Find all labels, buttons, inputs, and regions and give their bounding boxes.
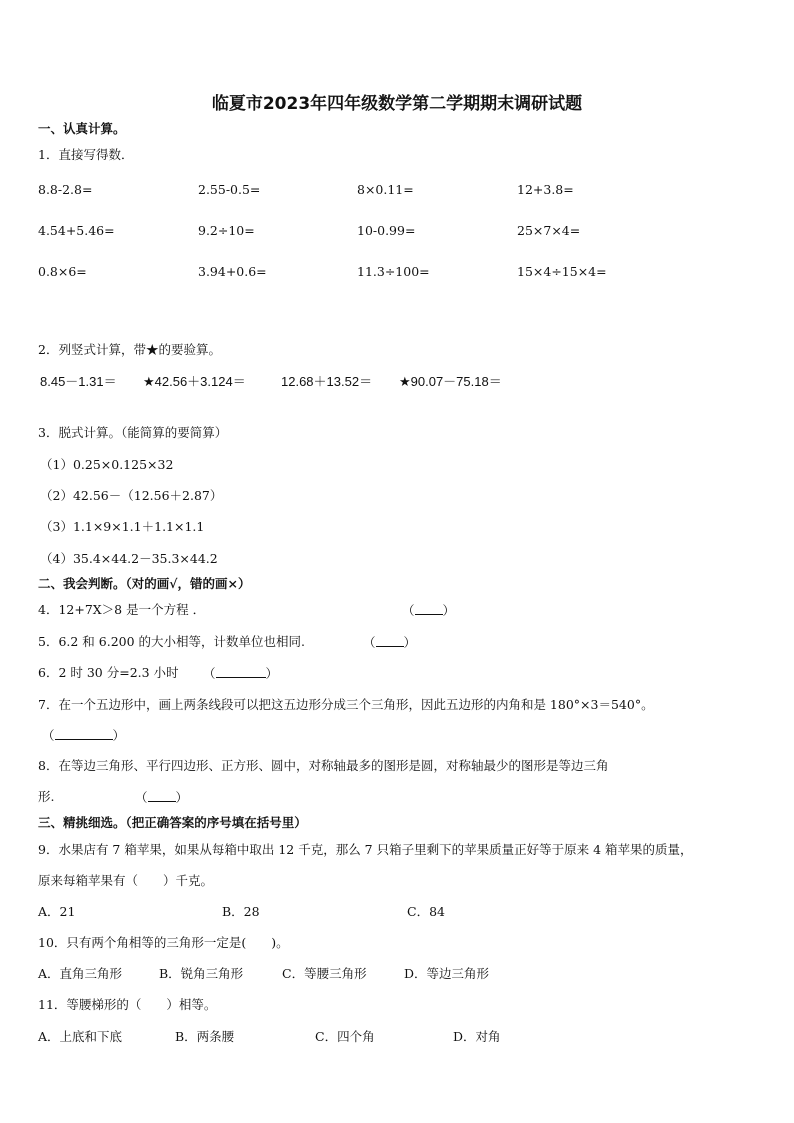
q2-item: 8.45－1.31＝ [40,374,117,389]
q9-option[interactable]: B．28 [222,904,260,919]
q10-option[interactable]: A．直角三角形 [38,966,123,981]
question-7: 7．在一个五边形中，画上两条线段可以把这五边形分成三个三角形，因此五边形的内角和是 180°×3＝540°。 [38,697,654,712]
q10-option[interactable]: D．等边三角形 [404,966,490,981]
question-10: 10．只有两个角相等的三角形一定是( )。 [38,935,289,950]
q1-item: 10-0.99= [357,223,416,238]
question-8-line2: 形. [38,789,55,804]
q1-item: 8.8-2.8= [38,182,93,197]
q3-item: （4）35.4×44.2－35.3×44.2 [40,551,218,566]
q10-option[interactable]: B．锐角三角形 [159,966,244,981]
question-11: 11．等腰梯形的（ ）相等。 [38,997,217,1012]
q9-option[interactable]: A．21 [38,904,76,919]
q2-item: ★42.56＋3.124＝ [143,374,246,389]
question-8-line1: 8．在等边三角形、平行四边形、正方形、圆中，对称轴最多的图形是圆，对称轴最少的图形是等边三角 [38,758,609,773]
section-heading-1: 一、认真计算。 [38,121,126,136]
question-5: 5．6.2 和 6.200 的大小相等，计数单位也相同. [38,634,306,649]
question-3-label: 3．脱式计算。（能简算的要简算） [38,425,228,440]
answer-blank-8[interactable]: （ ） [135,790,189,805]
question-4: 4．12+7X＞8 是一个方程 ． [38,602,206,617]
question-2-label: 2．列竖式计算，带★的要验算。 [38,342,221,357]
answer-blank-4[interactable]: （ ） [402,603,456,618]
section-heading-3: 三、精挑细选。（把正确答案的序号填在括号里） [38,815,307,830]
q10-option[interactable]: C．等腰三角形 [282,966,367,981]
q3-item: （2）42.56－（12.56＋2.87） [40,488,223,503]
question-6: 6．2 时 30 分=2.3 小时 [38,665,179,680]
q11-option[interactable]: C．四个角 [315,1029,375,1044]
section-heading-2: 二、我会判断。（对的画√，错的画×） [38,576,251,591]
q1-item: 8×0.11= [357,182,414,197]
q11-option[interactable]: D．对角 [453,1029,501,1044]
q1-item: 4.54+5.46= [38,223,115,238]
question-9-line1: 9．水果店有 7 箱苹果，如果从每箱中取出 12 千克，那么 7 只箱子里剩下的苹果质量正好等于原来 4 箱苹果的质量， [38,842,693,857]
q2-item: ★90.07－75.18＝ [399,374,502,389]
q1-item: 15×4÷15×4= [517,264,607,279]
q1-item: 12+3.8= [517,182,574,197]
q1-item: 3.94+0.6= [198,264,267,279]
answer-blank-5[interactable]: （ ） [363,635,417,650]
q1-item: 25×7×4= [517,223,581,238]
q3-item: （3）1.1×9×1.1＋1.1×1.1 [40,519,205,534]
q1-item: 9.2÷10= [198,223,255,238]
q1-item: 2.55-0.5= [198,182,261,197]
answer-blank-6[interactable]: （ ） [203,666,279,681]
q11-option[interactable]: B．两条腰 [175,1029,235,1044]
q2-item: 12.68＋13.52＝ [281,374,373,389]
question-1-label: 1．直接写得数． [38,147,134,162]
q3-item: （1）0.25×0.125×32 [40,457,174,472]
answer-blank-7[interactable]: （ ） [42,728,126,743]
q11-option[interactable]: A．上底和下底 [38,1029,123,1044]
page-title: 临夏市2023年四年级数学第二学期期末调研试题 [211,94,583,114]
question-9-line2: 原来每箱苹果有（ ）千克。 [38,873,214,888]
q9-option[interactable]: C．84 [407,904,445,919]
q1-item: 0.8×6= [38,264,87,279]
q1-item: 11.3÷100= [357,264,430,279]
